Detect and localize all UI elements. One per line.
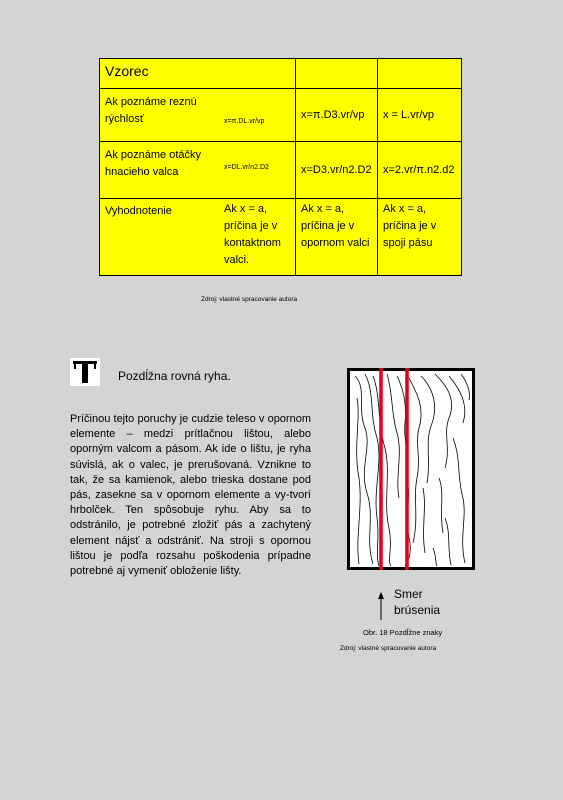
evaluation-cell: Ak x = a, príčina je v spoji pásu: [378, 199, 462, 276]
arrow-up-icon: [376, 592, 386, 622]
direction-label-line-2: brúsenia: [394, 603, 441, 617]
direction-label-line-1: Smer: [394, 587, 423, 601]
figure-caption: Obr. 18 Pozdĺžne znaky: [363, 628, 443, 637]
formula-cell: x=π.DL.vr/vp: [224, 118, 265, 125]
formula-cell: x = L.vr/vp: [378, 89, 462, 142]
direction-label: [394, 586, 440, 618]
formula-cell: x=DL.vr/n2.D2: [224, 164, 269, 171]
body-paragraph: Príčinou tejto poruchy je cudzie teleso v opornom elemente – medzi prítlačnou lištou, alebo oporným valcom a pásom. Ak ide o lištu, je ryha súvislá, ak o valec, je prerušovaná. Vznikne to tak, že sa kamienok, alebo trieska dostane pod pás, zasekne sa v opornom elemente a vy-tvorí hrbolček. Ten spôsobuje ryhu. Aby sa to odstránilo, je potrebné zložiť pás a zachytený element nájsť a odstrániť. Na stroji s opornou lištou je podľa rozsahu poškodenia prípadne potrebné aj vymeniť obloženie lišty.: [70, 413, 311, 578]
table-header-empty-2: [378, 59, 462, 89]
formula-cell: x=π.D3.vr/vp: [296, 89, 378, 142]
formula-table: [99, 58, 462, 276]
section-heading: Pozdĺžna rovná ryha.: [118, 369, 231, 383]
longitudinal-marks-figure: [347, 368, 475, 570]
formula-cell: x=D3.vr/n2.D2: [296, 142, 378, 199]
formula-cell: x=2.vr/π.n2.d2: [378, 142, 462, 199]
figure-source-note: Zdroj: vlastné spracovanie autora: [340, 645, 437, 652]
evaluation-cell: Ak x = a, príčina je v opornom valci: [296, 199, 378, 276]
evaluation-cell: Ak x = a, príčina je v kontaktnom valci.: [224, 203, 281, 266]
table-row-label: [100, 89, 296, 142]
table-header-empty-1: [296, 59, 378, 89]
source-note: Zdroj: vlastné spracovanie autora: [201, 296, 298, 303]
table-row-label: [100, 142, 296, 199]
table-header-vzorec: Vzorec: [100, 59, 296, 89]
row-label-text: Vyhodnotenie: [105, 205, 172, 217]
table-row-label: [100, 199, 296, 276]
row-label-text: Ak poznáme otáčky hnacieho valca: [105, 149, 201, 178]
longitudinal-groove-icon: [70, 358, 100, 386]
row-label-text: Ak poznáme reznú rýchlosť: [105, 96, 197, 125]
